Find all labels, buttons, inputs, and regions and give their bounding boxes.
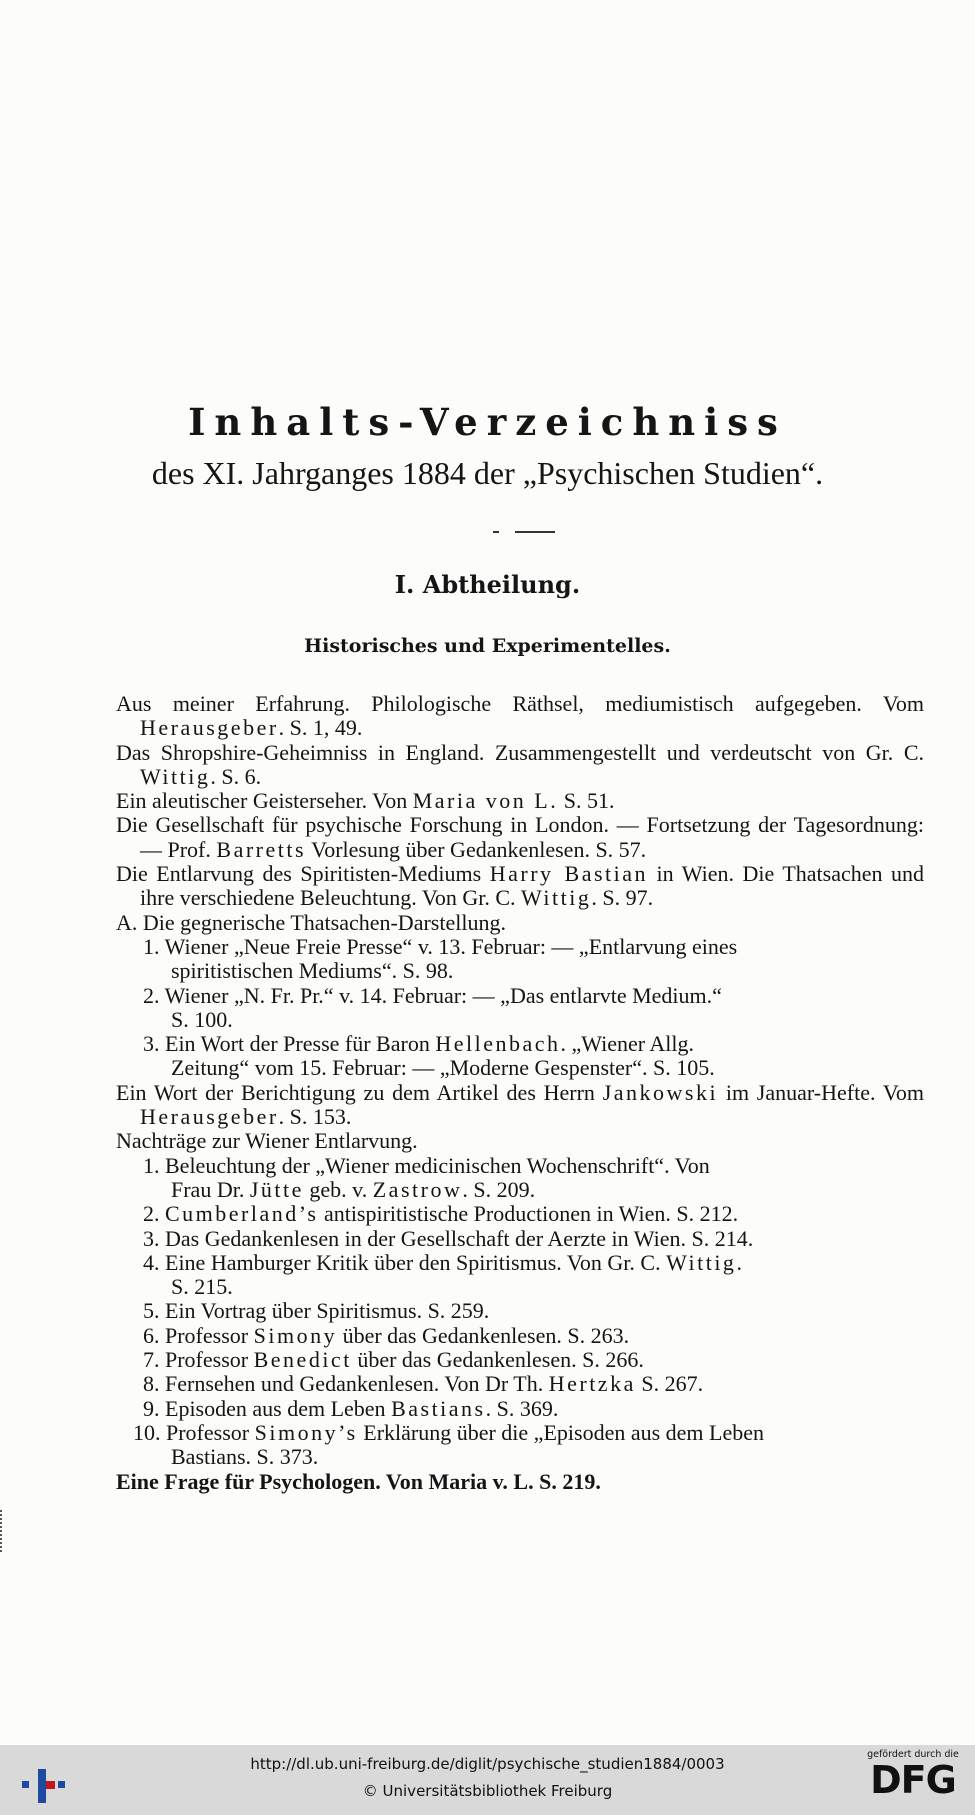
toc-author: Harry Bastian [489, 861, 649, 887]
toc-author: Hertzka [548, 1371, 636, 1397]
toc-author: Benedict [253, 1347, 352, 1373]
toc-item-n10-cont: Bastians. S. 373. [171, 1444, 319, 1470]
toc-item-n6: 6. Professor Simony über das Gedankenlesen. S. 263. [143, 1322, 630, 1348]
toc-author: Herausgeber [140, 1104, 279, 1130]
page-edge-mark [0, 1510, 5, 1552]
toc-entry-6: Ein Wort der Berichtigung zu dem Artikel des Herrn Jankowski im Januar-Hefte. Vom Herausgeber. S. 153. [116, 1079, 924, 1130]
toc-item-n2: 2. Cumberland’s antispiritistische Productionen in Wien. S. 212. [143, 1201, 739, 1227]
toc-item-a1-cont: spiritistischen Mediums“. S. 98. [171, 958, 454, 984]
toc-author: Hellenbach [435, 1031, 561, 1057]
dfg-logo-icon[interactable] [858, 1749, 968, 1800]
toc-item-a1: 1. Wiener „Neue Freie Presse“ v. 13. Februar: — „Entlarvung eines [143, 933, 738, 959]
toc-item-n1-cont: Frau Dr. Jütte geb. v. Zastrow. S. 209. [171, 1176, 536, 1202]
toc-item-n4: 4. Eine Hamburger Kritik über den Spiritismus. Von Gr. C. Wittig. [143, 1249, 742, 1275]
table-of-contents [116, 692, 924, 1494]
toc-entry-7: Eine Frage für Psychologen. Von Maria v. L. S. 219. [116, 1468, 601, 1494]
toc-author: Herausgeber [140, 715, 279, 741]
toc-item-n3: 3. Das Gedankenlesen in der Gesellschaft der Aerzte in Wien. S. 214. [143, 1225, 754, 1251]
toc-item-n8: 8. Fernsehen und Gedankenlesen. Von Dr Th. Hertzka S. 267. [143, 1371, 704, 1397]
toc-group-a-heading: A. Die gegnerische Thatsachen-Darstellung. [116, 909, 506, 935]
toc-author: Wittig [521, 885, 592, 911]
toc-item-n7: 7. Professor Benedict über das Gedankenlesen. S. 266. [143, 1347, 644, 1373]
subsection-heading: Historisches und Experimentelles. [304, 635, 671, 657]
toc-entry-3: Ein aleutischer Geisterseher. Von Maria von L. S. 51. [116, 788, 615, 814]
toc-item-n10: 10. Professor Simony’s Erklärung über die „Episoden aus dem Leben [133, 1419, 764, 1445]
toc-author: Zastrow [372, 1176, 463, 1202]
toc-author: Jütte [249, 1176, 304, 1202]
section-heading: I. Abtheilung. [394, 570, 581, 599]
viewer-footer [0, 1745, 975, 1815]
toc-entry-4: Die Gesellschaft für psychische Forschung in London. — Fortsetzung der Tagesordnung: — Prof. Barretts Vorlesung über Gedankenlesen. S. 57. [116, 812, 924, 862]
toc-author: Bastians [391, 1395, 486, 1421]
toc-author: Jankowski [602, 1079, 719, 1105]
toc-item-a3-cont: Zeitung“ vom 15. Februar: — „Moderne Gespenster“. S. 105. [171, 1055, 715, 1081]
toc-author: Cumberland’s [165, 1201, 319, 1227]
page-title: Inhalts-Verzeichniss [188, 400, 787, 444]
toc-item-n5: 5. Ein Vortrag über Spiritismus. S. 259. [143, 1298, 490, 1324]
toc-group-n-heading: Nachträge zur Wiener Entlarvung. [116, 1128, 418, 1154]
divider-rule [515, 531, 555, 533]
page-url[interactable]: http://dl.ub.uni-freiburg.de/diglit/psychische_studien1884/0003 [250, 1755, 725, 1773]
toc-entry-5: Die Entlarvung des Spiritisten-Mediums Harry Bastian in Wien. Die Thatsachen und ihre verschiedene Beleuchtung. Von Gr. C. Wittig. S. 97. [116, 861, 925, 911]
toc-author: Maria von L. [412, 788, 559, 814]
toc-author: Simony [253, 1322, 338, 1348]
toc-item-a2: 2. Wiener „N. Fr. Pr.“ v. 14. Februar: — „Das entlarvte Medium.“ [143, 982, 722, 1008]
toc-item-n1: 1. Beleuchtung der „Wiener medicinischen Wochenschrift“. Von [143, 1152, 710, 1178]
toc-entry-2: Das Shropshire-Geheimniss in England. Zusammengestellt und verdeutscht von Gr. C. Wittig. S. 6. [116, 739, 924, 789]
copyright-notice: © Universitätsbibliothek Freiburg [362, 1782, 613, 1800]
toc-author: Simony’s [254, 1419, 358, 1445]
sponsor-caption: gefördert durch die [867, 1749, 959, 1760]
toc-author: Wittig [666, 1249, 737, 1275]
toc-entry-1: Aus meiner Erfahrung. Philologische Räthsel, mediumistisch aufgegeben. Vom Herausgeber. S. 1, 49. [116, 691, 924, 741]
toc-item-n4-cont: S. 215. [171, 1274, 233, 1300]
page-subtitle: des XI. Jahrganges 1884 der „Psychischen Studien“. [151, 455, 824, 491]
toc-item-a3: 3. Ein Wort der Presse für Baron Hellenbach. „Wiener Allg. [143, 1031, 695, 1057]
toc-item-n9: 9. Episoden aus dem Leben Bastians. S. 369. [143, 1395, 559, 1421]
divider-dash [493, 531, 499, 533]
toc-author: Barretts [216, 836, 307, 862]
toc-item-a2-cont: S. 100. [171, 1006, 233, 1032]
dfg-logo-text: DFG [870, 1758, 956, 1802]
toc-author: Wittig [140, 763, 211, 789]
